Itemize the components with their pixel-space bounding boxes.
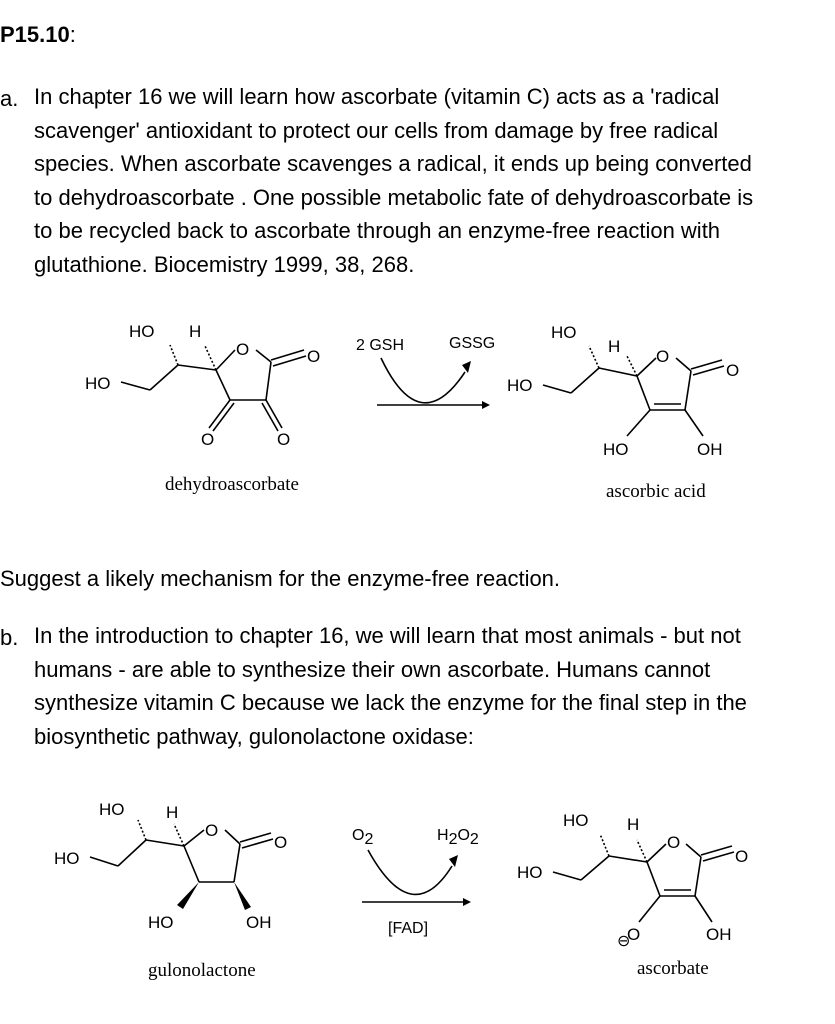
part-a-line: species. When ascorbate scavenges a radical, it ends up being converted	[34, 151, 752, 176]
svg-text:O: O	[201, 430, 215, 449]
problem-id: P15.10	[0, 22, 70, 47]
svg-text:O: O	[735, 847, 749, 866]
svg-text:HO: HO	[551, 323, 577, 342]
svg-text:O: O	[236, 340, 250, 359]
gulonolactone-structure	[54, 800, 287, 981]
part-a-line: scavenger' antioxidant to protect our cells from damage by free radical	[34, 117, 719, 143]
reagent-2gsh: 2 GSH	[356, 337, 405, 354]
reagent-o2: O2	[352, 827, 374, 848]
part-a-line: glutathione. Biocemistry 1999, 38, 268.	[34, 251, 415, 277]
svg-text:OH: OH	[706, 925, 732, 944]
svg-text:HO: HO	[603, 440, 629, 459]
part-b-line: synthesize vitamin C because we lack the enzyme for the final step in the	[34, 690, 747, 715]
reaction-arrow-b	[352, 827, 479, 937]
svg-text:HO: HO	[54, 849, 80, 868]
svg-text:O: O	[726, 361, 740, 380]
problem-title	[0, 22, 76, 48]
svg-text:H: H	[166, 803, 179, 822]
part-a-letter: a.	[0, 86, 19, 111]
svg-text:HO: HO	[507, 376, 533, 395]
svg-text:O: O	[656, 347, 670, 366]
svg-text:HO: HO	[129, 322, 155, 341]
reaction-arrow-a	[356, 335, 495, 409]
reagent-h2o2: H2O2	[437, 827, 479, 848]
svg-text:O: O	[627, 925, 641, 944]
svg-text:HO: HO	[148, 913, 174, 932]
ascorbate-structure	[517, 811, 748, 979]
scheme-b	[0, 790, 835, 990]
ascorbate-label: ascorbate	[637, 958, 709, 979]
svg-text:HO: HO	[563, 811, 589, 830]
svg-text:HO: HO	[517, 863, 543, 882]
part-b-letter: b.	[0, 625, 19, 650]
svg-text:O: O	[205, 821, 219, 840]
svg-text:O: O	[274, 833, 288, 852]
problem-colon: :	[69, 22, 76, 47]
part-a-line: to be recycled back to ascorbate through an enzyme-free reaction with	[34, 218, 721, 243]
svg-text:O: O	[277, 430, 291, 449]
ascorbic-acid-label: ascorbic acid	[606, 481, 706, 502]
svg-text:H: H	[189, 322, 202, 341]
scheme-a	[0, 310, 835, 510]
part-b-line: humans - are able to synthesize their own ascorbate. Humans cannot	[34, 656, 711, 682]
part-b-text	[34, 619, 747, 753]
part-a-text	[34, 80, 753, 281]
svg-text:OH: OH	[697, 440, 723, 459]
part-a-line: to dehydroascorbate . One possible metabolic fate of dehydroascorbate is	[34, 184, 754, 210]
negative-charge: ⊖	[617, 933, 631, 950]
ascorbic-acid-structure	[507, 323, 739, 502]
svg-text:H: H	[608, 337, 621, 356]
svg-text:O: O	[307, 347, 321, 366]
dehydroascorbate-structure	[85, 322, 320, 495]
mechanism-prompt: Suggest a likely mechanism for the enzyme-free reaction.	[0, 566, 561, 591]
svg-text:OH: OH	[246, 913, 272, 932]
svg-text:H: H	[627, 815, 640, 834]
part-b-line: In the introduction to chapter 16, we will learn that most animals - but not	[34, 623, 741, 648]
reagent-gssg: GSSG	[449, 335, 496, 352]
svg-text:O: O	[667, 833, 681, 852]
dehydroascorbate-label: dehydroascorbate	[165, 474, 299, 495]
svg-text:HO: HO	[85, 374, 111, 393]
cofactor-fad: [FAD]	[388, 920, 429, 937]
part-b-line: biosynthetic pathway, gulonolactone oxidase:	[34, 723, 474, 749]
gulonolactone-label: gulonolactone	[148, 960, 256, 981]
part-a-line: In chapter 16 we will learn how ascorbate (vitamin C) acts as a 'radical	[34, 84, 720, 109]
svg-text:HO: HO	[99, 800, 125, 819]
